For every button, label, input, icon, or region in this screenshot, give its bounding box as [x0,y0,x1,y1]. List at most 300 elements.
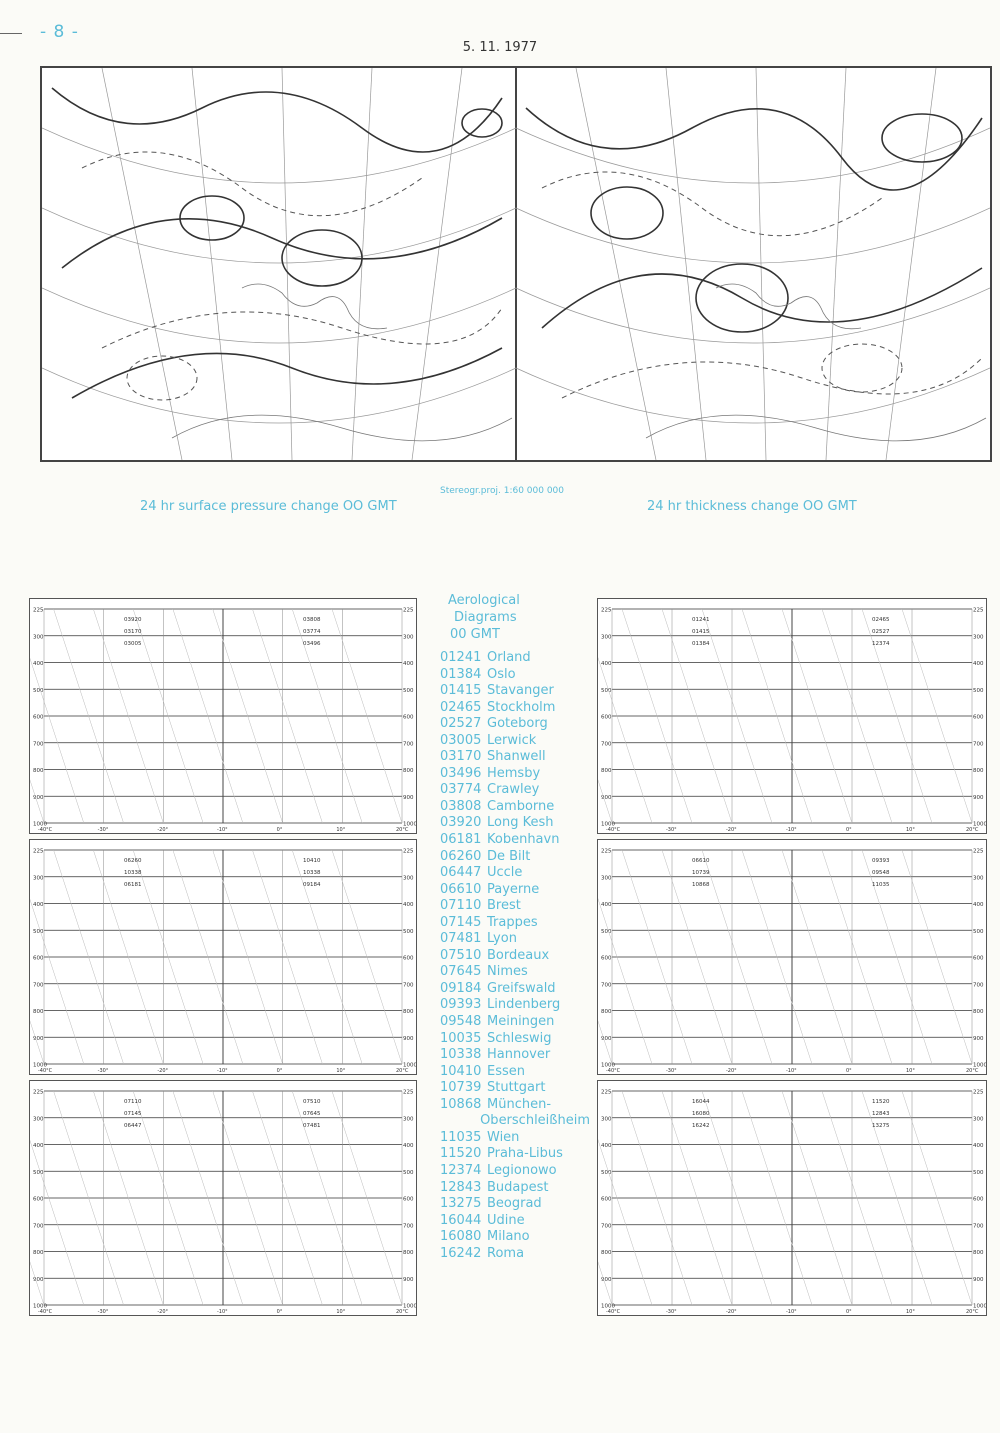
pressure-label: 900 [33,1276,44,1283]
station-code: 10868 [440,1096,482,1112]
list-item [440,997,590,1014]
pressure-label: 600 [601,714,612,721]
pressure-label: 225 [601,1089,612,1096]
list-title-line1: Aerological [448,593,520,608]
list-item [440,1246,590,1263]
station-code: 10338 [440,1047,482,1063]
diagram-station-code: 03774 [303,629,321,635]
pressure-label: 500 [973,1169,984,1176]
station-name: Nimes [487,964,528,980]
diagram-station-code: 01415 [692,629,710,635]
temperature-label: -10° [786,1068,797,1074]
list-item [440,650,590,667]
temperature-label: -20° [726,1068,737,1074]
temperature-label: 10° [906,1309,915,1315]
aerological-diagram-5 [597,839,987,1075]
pressure-label: 225 [403,607,414,614]
station-name: Oberschleißheim [480,1113,590,1129]
list-item [440,1014,590,1031]
pressure-label: 225 [33,1089,44,1096]
pressure-label: 500 [601,687,612,694]
temperature-label: -10° [786,827,797,833]
diagram-station-code: 01384 [692,641,710,647]
diagram-station-code: 10868 [692,882,710,888]
pressure-label: 700 [33,741,44,748]
diagram-svg [598,599,986,833]
temperature-label: -40°C [606,1068,621,1074]
diagram-station-code: 06610 [692,858,710,864]
pressure-label: 900 [33,1035,44,1042]
temperature-label: 20°C [396,827,409,833]
pressure-label: 1000 [973,1303,986,1310]
diagram-station-code: 02465 [872,617,890,623]
pressure-label: 900 [973,1276,984,1283]
list-item [440,782,590,799]
pressure-label: 300 [403,875,414,882]
list-item [440,700,590,717]
station-code [440,1113,480,1130]
pressure-label: 600 [973,1196,984,1203]
station-name: Essen [487,1063,525,1079]
pressure-label: 500 [403,928,414,935]
page-number: - 8 - [40,22,79,42]
diagram-station-code: 07645 [303,1111,321,1117]
aerological-diagram-3 [29,1080,417,1316]
list-item [440,1031,590,1048]
pressure-label: 400 [403,1143,414,1149]
pressure-label: 225 [973,607,984,614]
pressure-label: 400 [973,661,984,667]
pressure-label: 600 [973,955,984,962]
pressure-label: 700 [973,1223,984,1230]
list-item [440,766,590,783]
list-item [440,915,590,932]
list-item [440,716,590,733]
pressure-label: 225 [403,1089,414,1096]
pressure-label: 700 [601,982,612,989]
station-code: 10739 [440,1080,482,1096]
pressure-label: 700 [601,741,612,748]
pressure-label: 800 [973,1250,984,1256]
station-name: Shanwell [487,749,546,765]
station-code: 03808 [440,798,482,814]
station-code: 02465 [440,699,482,715]
station-name: Lindenberg [487,997,561,1013]
list-item [440,898,590,915]
pressure-label: 300 [973,875,984,882]
pressure-label: 400 [973,902,984,908]
list-item [440,964,590,981]
diagram-station-code: 02527 [872,629,890,635]
diagram-station-code: 03170 [124,629,142,635]
pressure-label: 300 [403,634,414,641]
diagram-station-code: 07481 [303,1123,321,1129]
list-title-line3: 00 GMT [450,627,500,642]
list-item [440,733,590,750]
temperature-label: 0° [846,827,852,833]
diagram-station-code: 09184 [303,882,321,888]
diagram-station-code: 06260 [124,858,142,864]
pressure-label: 300 [33,634,44,641]
station-list [440,592,590,1262]
temperature-label: -30° [97,1309,109,1315]
aerological-diagram-1 [29,598,417,834]
list-item [440,1196,590,1213]
diagram-svg [598,840,986,1074]
station-name: Brest [487,898,521,914]
diagram-station-code: 16080 [692,1111,710,1117]
list-item [440,1229,590,1246]
station-name: Beograd [487,1196,542,1212]
pressure-label: 600 [601,955,612,962]
pressure-label: 600 [403,1196,414,1203]
pressure-label: 800 [403,1009,414,1015]
pressure-label: 800 [33,1009,44,1015]
pressure-label: 900 [403,794,414,801]
pressure-label: 600 [601,1196,612,1203]
pressure-label: 800 [601,768,612,774]
list-item [440,1047,590,1064]
pressure-label: 900 [33,794,44,801]
station-code: 03920 [440,815,482,831]
diagram-svg [30,599,416,833]
pressure-label: 400 [403,902,414,908]
map-projection-label: Stereogr.proj. 1:60 000 000 [440,486,565,496]
list-item [440,1180,590,1197]
temperature-label: -30° [97,827,109,833]
pressure-label: 1000 [33,821,47,828]
pressure-label: 225 [973,848,984,855]
pressure-label: 300 [601,1116,612,1123]
pressure-label: 800 [403,1250,414,1256]
pressure-label: 300 [403,1116,414,1123]
pressure-label: 700 [33,982,44,989]
pressure-label: 400 [33,661,44,667]
station-name: München- [487,1096,552,1112]
temperature-label: -20° [157,827,169,833]
pressure-label: 400 [601,661,612,667]
list-item [440,1163,590,1180]
pressure-label: 1000 [403,1062,416,1069]
temperature-label: -40°C [606,1309,621,1315]
pressure-label: 600 [403,955,414,962]
station-name: Budapest [487,1179,549,1195]
pressure-label: 1000 [403,821,416,828]
pressure-label: 700 [403,982,414,989]
pressure-label: 300 [33,875,44,882]
list-item [440,1064,590,1081]
diagram-station-code: 03496 [303,641,321,647]
station-code: 10410 [440,1063,482,1079]
station-code: 07645 [440,964,482,980]
weather-maps-panel [40,66,992,462]
list-item [440,865,590,882]
pressure-label: 500 [973,928,984,935]
temperature-label: -30° [666,827,677,833]
diagram-station-code: 16242 [692,1123,710,1129]
pressure-label: 400 [973,1143,984,1149]
aerological-diagram-2 [29,839,417,1075]
pressure-label: 225 [403,848,414,855]
pressure-label: 1000 [403,1303,416,1310]
station-name: Stavanger [487,683,554,699]
list-item [440,882,590,899]
pressure-label: 900 [601,794,612,801]
diagram-station-code: 07110 [124,1099,142,1105]
diagram-station-code: 10338 [124,870,142,876]
station-code: 06447 [440,865,482,881]
temperature-label: -10° [786,1309,797,1315]
diagram-station-code: 07145 [124,1111,142,1117]
diagram-station-code: 13275 [872,1123,890,1129]
diagram-station-code: 12374 [872,641,890,647]
station-code: 01241 [440,650,482,665]
map-caption-pressure: 24 hr surface pressure change OO GMT [140,499,397,514]
temperature-label: 10° [336,1309,346,1315]
station-code: 02527 [440,716,482,732]
pressure-label: 900 [403,1035,414,1042]
pressure-label: 700 [33,1223,44,1230]
temperature-label: -10° [217,1068,228,1074]
station-name: Kobenhavn [487,832,560,848]
pressure-label: 900 [601,1276,612,1283]
pressure-label: 300 [973,1116,984,1123]
pressure-label: 1000 [33,1303,47,1310]
pressure-label: 400 [601,1143,612,1149]
station-name: Wien [487,1129,520,1145]
station-code: 16044 [440,1212,482,1228]
station-name: Schleswig [487,1030,552,1046]
pressure-label: 600 [33,955,44,962]
page-date: 5. 11. 1977 [462,40,538,55]
station-code: 07110 [440,898,482,914]
pressure-label: 600 [973,714,984,721]
diagram-svg [30,840,416,1074]
temperature-label: 10° [906,827,915,833]
pressure-label: 700 [403,1223,414,1230]
list-item [440,1146,590,1163]
pressure-label: 800 [403,768,414,774]
pressure-label: 400 [403,661,414,667]
aerological-diagram-4 [597,598,987,834]
pressure-label: 300 [33,1116,44,1123]
pressure-label: 225 [33,607,44,614]
pressure-label: 900 [973,794,984,801]
temperature-label: 0° [276,1068,283,1074]
pressure-label: 500 [33,687,44,694]
station-code: 11520 [440,1146,482,1162]
station-name: Legionowo [487,1162,557,1178]
list-item [440,1130,590,1147]
diagram-svg [30,1081,416,1315]
station-code: 13275 [440,1196,482,1212]
pressure-label: 225 [973,1089,984,1096]
station-name: Meiningen [487,1014,555,1030]
pressure-label: 600 [403,714,414,721]
temperature-label: -30° [666,1309,677,1315]
temperature-label: 20°C [966,1068,979,1074]
pressure-label: 400 [33,1143,44,1149]
station-code: 09548 [440,1014,482,1030]
station-code: 10035 [440,1030,482,1046]
weather-maps-svg [42,68,990,460]
temperature-label: -30° [666,1068,677,1074]
station-name: Long Kesh [487,815,554,831]
station-code: 16242 [440,1245,482,1261]
pressure-label: 500 [601,1169,612,1176]
diagram-station-code: 10410 [303,858,321,864]
list-item [440,749,590,766]
temperature-label: 10° [906,1068,915,1074]
station-code: 07145 [440,914,482,930]
list-item [440,832,590,849]
station-name: Crawley [487,782,540,798]
temperature-label: -40°C [606,827,621,833]
list-item [440,1097,590,1114]
temperature-label: 20°C [966,1309,979,1315]
map-caption-thickness: 24 hr thickness change OO GMT [647,499,857,514]
pressure-label: 800 [973,1009,984,1015]
diagram-station-code: 06181 [124,882,142,888]
station-name: Hemsby [487,765,541,781]
pressure-label: 400 [601,902,612,908]
pressure-label: 1000 [601,1303,615,1310]
pressure-label: 500 [601,928,612,935]
pressure-label: 600 [33,1196,44,1203]
station-name: Lerwick [487,732,537,748]
diagram-station-code: 09548 [872,870,890,876]
pressure-label: 900 [403,1276,414,1283]
list-item [440,931,590,948]
diagram-station-code: 11520 [872,1099,890,1105]
pressure-label: 800 [601,1250,612,1256]
pressure-label: 300 [973,634,984,641]
pressure-label: 1000 [973,821,986,828]
station-name: Trappes [487,914,538,930]
station-code: 07481 [440,931,482,947]
temperature-label: -20° [726,827,737,833]
station-name: Greifswald [487,980,556,996]
list-item [440,1213,590,1230]
temperature-label: 10° [336,827,346,833]
temperature-label: -10° [217,1309,228,1315]
temperature-label: 20°C [396,1068,409,1074]
pressure-label: 400 [33,902,44,908]
temperature-label: -30° [97,1068,109,1074]
station-code: 01415 [440,683,482,699]
station-code: 01384 [440,666,482,682]
station-code: 06260 [440,848,482,864]
aerological-diagram-6 [597,1080,987,1316]
pressure-label: 600 [33,714,44,721]
pressure-label: 500 [33,928,44,935]
diagram-station-code: 07510 [303,1099,321,1105]
station-name: Lyon [487,931,517,947]
pressure-label: 1000 [33,1062,47,1069]
pressure-label: 800 [601,1009,612,1015]
pressure-label: 500 [973,687,984,694]
list-item [440,981,590,998]
pressure-label: 1000 [601,1062,615,1069]
pressure-label: 300 [601,634,612,641]
pressure-label: 800 [33,768,44,774]
temperature-label: 0° [276,827,283,833]
pressure-label: 800 [973,768,984,774]
temperature-label: -40°C [38,1068,53,1074]
station-code: 16080 [440,1229,482,1245]
station-code: 03170 [440,749,482,765]
diagram-station-code: 10739 [692,870,710,876]
station-name: Stockholm [487,699,556,715]
pressure-label: 800 [33,1250,44,1256]
pressure-label: 700 [403,741,414,748]
station-name: Hannover [487,1047,551,1063]
station-name: Oslo [487,666,516,682]
margin-dash [0,33,22,34]
station-code: 11035 [440,1129,482,1145]
diagram-station-code: 16044 [692,1099,710,1105]
temperature-label: 0° [276,1309,283,1315]
diagram-station-code: 12843 [872,1111,890,1117]
diagram-station-code: 10338 [303,870,321,876]
diagram-station-code: 01241 [692,617,710,623]
temperature-label: -40°C [38,1309,53,1315]
temperature-label: -10° [217,827,228,833]
station-code: 03496 [440,765,482,781]
temperature-label: 10° [336,1068,346,1074]
list-item [440,849,590,866]
temperature-label: -20° [157,1309,169,1315]
list-item [440,799,590,816]
list-title-line2: Diagrams [454,610,517,625]
station-name: Praha-Libus [487,1146,563,1162]
pressure-label: 900 [973,1035,984,1042]
pressure-label: 700 [973,741,984,748]
list-item [440,815,590,832]
station-name: Milano [487,1229,530,1245]
station-code: 09184 [440,980,482,996]
list-item [440,1113,590,1130]
diagram-station-code: 11035 [872,882,890,888]
station-code: 07510 [440,947,482,963]
station-code: 06181 [440,832,482,848]
station-code: 12374 [440,1162,482,1178]
temperature-label: -20° [726,1309,737,1315]
diagram-station-code: 09393 [872,858,890,864]
temperature-label: 20°C [396,1309,409,1315]
diagram-station-code: 03808 [303,617,321,623]
pressure-label: 225 [601,607,612,614]
list-item [440,948,590,965]
station-name: De Bilt [487,848,531,864]
temperature-label: -40°C [38,827,53,833]
pressure-label: 1000 [973,1062,986,1069]
diagram-svg [598,1081,986,1315]
station-name: Stuttgart [487,1080,546,1096]
station-name: Camborne [487,798,555,814]
station-name: Goteborg [487,716,548,732]
list-item [440,667,590,684]
station-rows [440,650,590,1262]
pressure-label: 900 [601,1035,612,1042]
station-name: Uccle [487,865,523,881]
station-code: 03005 [440,732,482,748]
temperature-label: 20°C [966,827,979,833]
station-name: Bordeaux [487,947,550,963]
station-code: 09393 [440,997,482,1013]
station-code: 06610 [440,881,482,897]
pressure-label: 700 [973,982,984,989]
